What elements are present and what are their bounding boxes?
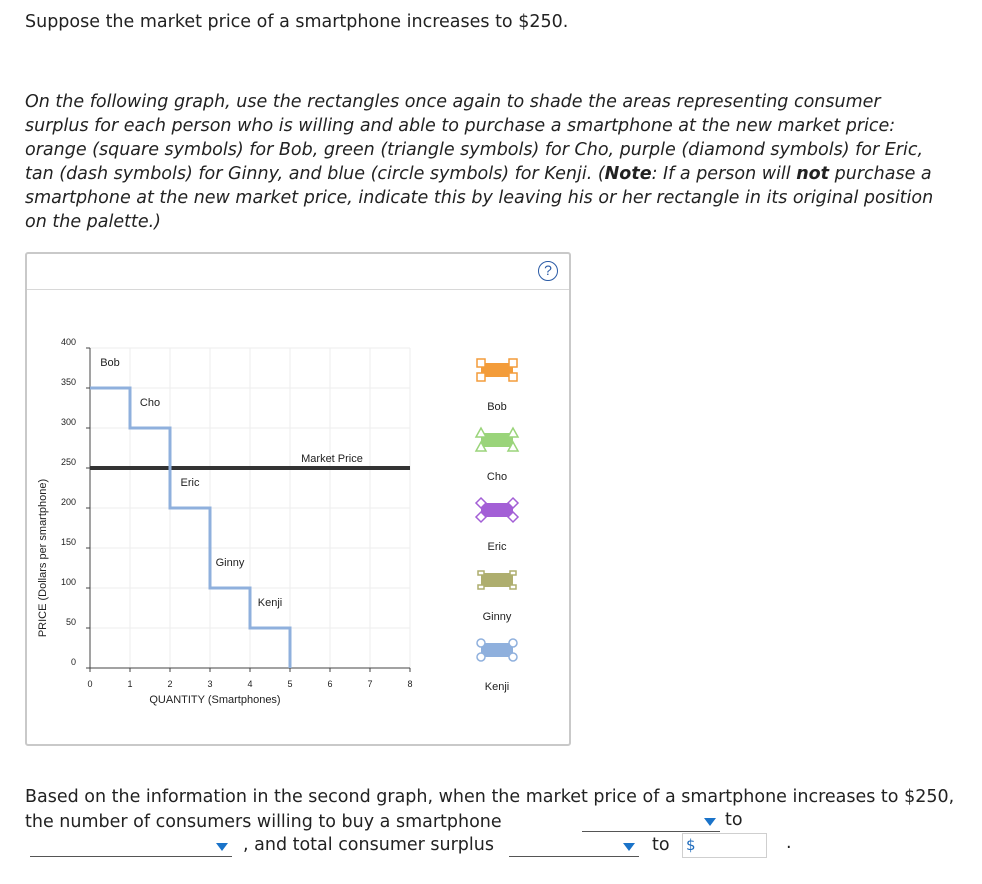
palette-rect-ginny	[481, 573, 513, 587]
x-axis-label: QUANTITY (Smartphones)	[149, 694, 281, 706]
triangle-icon	[476, 428, 486, 437]
y-tick-label: 50	[65, 617, 76, 627]
x-tick-label: 3	[207, 679, 213, 689]
demand-step-curve	[90, 388, 290, 668]
chevron-down-icon	[623, 843, 635, 851]
surplus-label: , and total consumer surplus	[243, 835, 494, 855]
step-label-cho: Cho	[139, 397, 161, 409]
circle-icon	[509, 653, 517, 661]
market-price-label: Market Price	[301, 453, 363, 465]
prompt-text: Suppose the market price of a smartphone increases to $250.	[25, 12, 569, 32]
step-label-kenji: Kenji	[257, 597, 283, 609]
triangle-icon	[508, 428, 518, 437]
question-text: Based on the information in the second graph, when the market price of a smartphone increases to $250, the number of consumers willing to buy a smartphone	[25, 787, 955, 832]
square-icon	[477, 373, 485, 381]
step-label-bob: Bob	[100, 357, 120, 369]
help-icon[interactable]: ?	[538, 261, 558, 281]
graph-panel	[25, 252, 571, 746]
step-label-ginny: Ginny	[215, 557, 245, 569]
x-tick-label: 6	[327, 679, 333, 689]
period: .	[786, 833, 792, 853]
palette-label-eric: Eric	[487, 541, 507, 553]
palette-rect-bob	[481, 363, 513, 377]
y-tick-label: 100	[60, 577, 76, 587]
circle-icon	[477, 653, 485, 661]
palette-rect-eric	[481, 503, 513, 517]
y-tick-label: 400	[60, 337, 76, 347]
circle-icon	[509, 639, 517, 647]
x-tick-label: 1	[127, 679, 133, 689]
to-label-1: to	[725, 810, 743, 830]
surplus-amount-input[interactable]	[682, 833, 767, 858]
consumers-count-dropdown[interactable]	[582, 810, 720, 832]
dash-icon	[478, 585, 484, 589]
y-tick-label: 150	[60, 537, 76, 547]
surplus-direction-dropdown[interactable]	[509, 835, 639, 857]
dash-icon	[510, 571, 516, 575]
instructions-text: On the following graph, use the rectangles once again to shade the areas representing consumer surplus for each person who is willing and able to purchase a smartphone at the new market price: orange (square symbols) for Bob, green (triangle symbols) for Cho, purple (diamond symbols) for Eric, tan (dash symbols) for Ginny, and blue (circle symbols) for Kenji. (Note: If a person will not purchase a smartphone at the new market price, indicate this by leaving his or her rectangle in its original position on the palette.)	[25, 92, 934, 232]
palette-label-ginny: Ginny	[482, 611, 512, 623]
palette-label-cho: Cho	[486, 471, 508, 483]
chevron-down-icon	[704, 818, 716, 826]
x-tick-label: 5	[287, 679, 293, 689]
dash-icon	[478, 571, 484, 575]
y-tick-label: 350	[60, 377, 76, 387]
square-icon	[509, 373, 517, 381]
to-label-2: to	[652, 835, 670, 855]
chevron-down-icon	[216, 843, 228, 851]
x-tick-label: 2	[167, 679, 173, 689]
y-tick-label: 0	[70, 657, 76, 667]
y-tick-label: 200	[60, 497, 76, 507]
y-axis-label: PRICE (Dollars per smartphone)	[37, 478, 49, 638]
consumer-surplus-chart	[27, 254, 569, 744]
square-icon	[509, 359, 517, 367]
x-tick-label: 0	[87, 679, 93, 689]
circle-icon	[477, 639, 485, 647]
consumers-new-count-dropdown[interactable]	[30, 835, 232, 857]
y-tick-label: 250	[60, 457, 76, 467]
square-icon	[477, 359, 485, 367]
dash-icon	[510, 585, 516, 589]
palette-rect-kenji	[481, 643, 513, 657]
x-tick-label: 4	[247, 679, 253, 689]
x-tick-label: 8	[407, 679, 413, 689]
dollar-sign: $	[686, 836, 696, 854]
palette-label-bob: Bob	[487, 401, 507, 413]
x-tick-label: 7	[367, 679, 373, 689]
step-label-eric: Eric	[180, 477, 200, 489]
palette-label-kenji: Kenji	[484, 681, 510, 693]
y-tick-label: 300	[60, 417, 76, 427]
